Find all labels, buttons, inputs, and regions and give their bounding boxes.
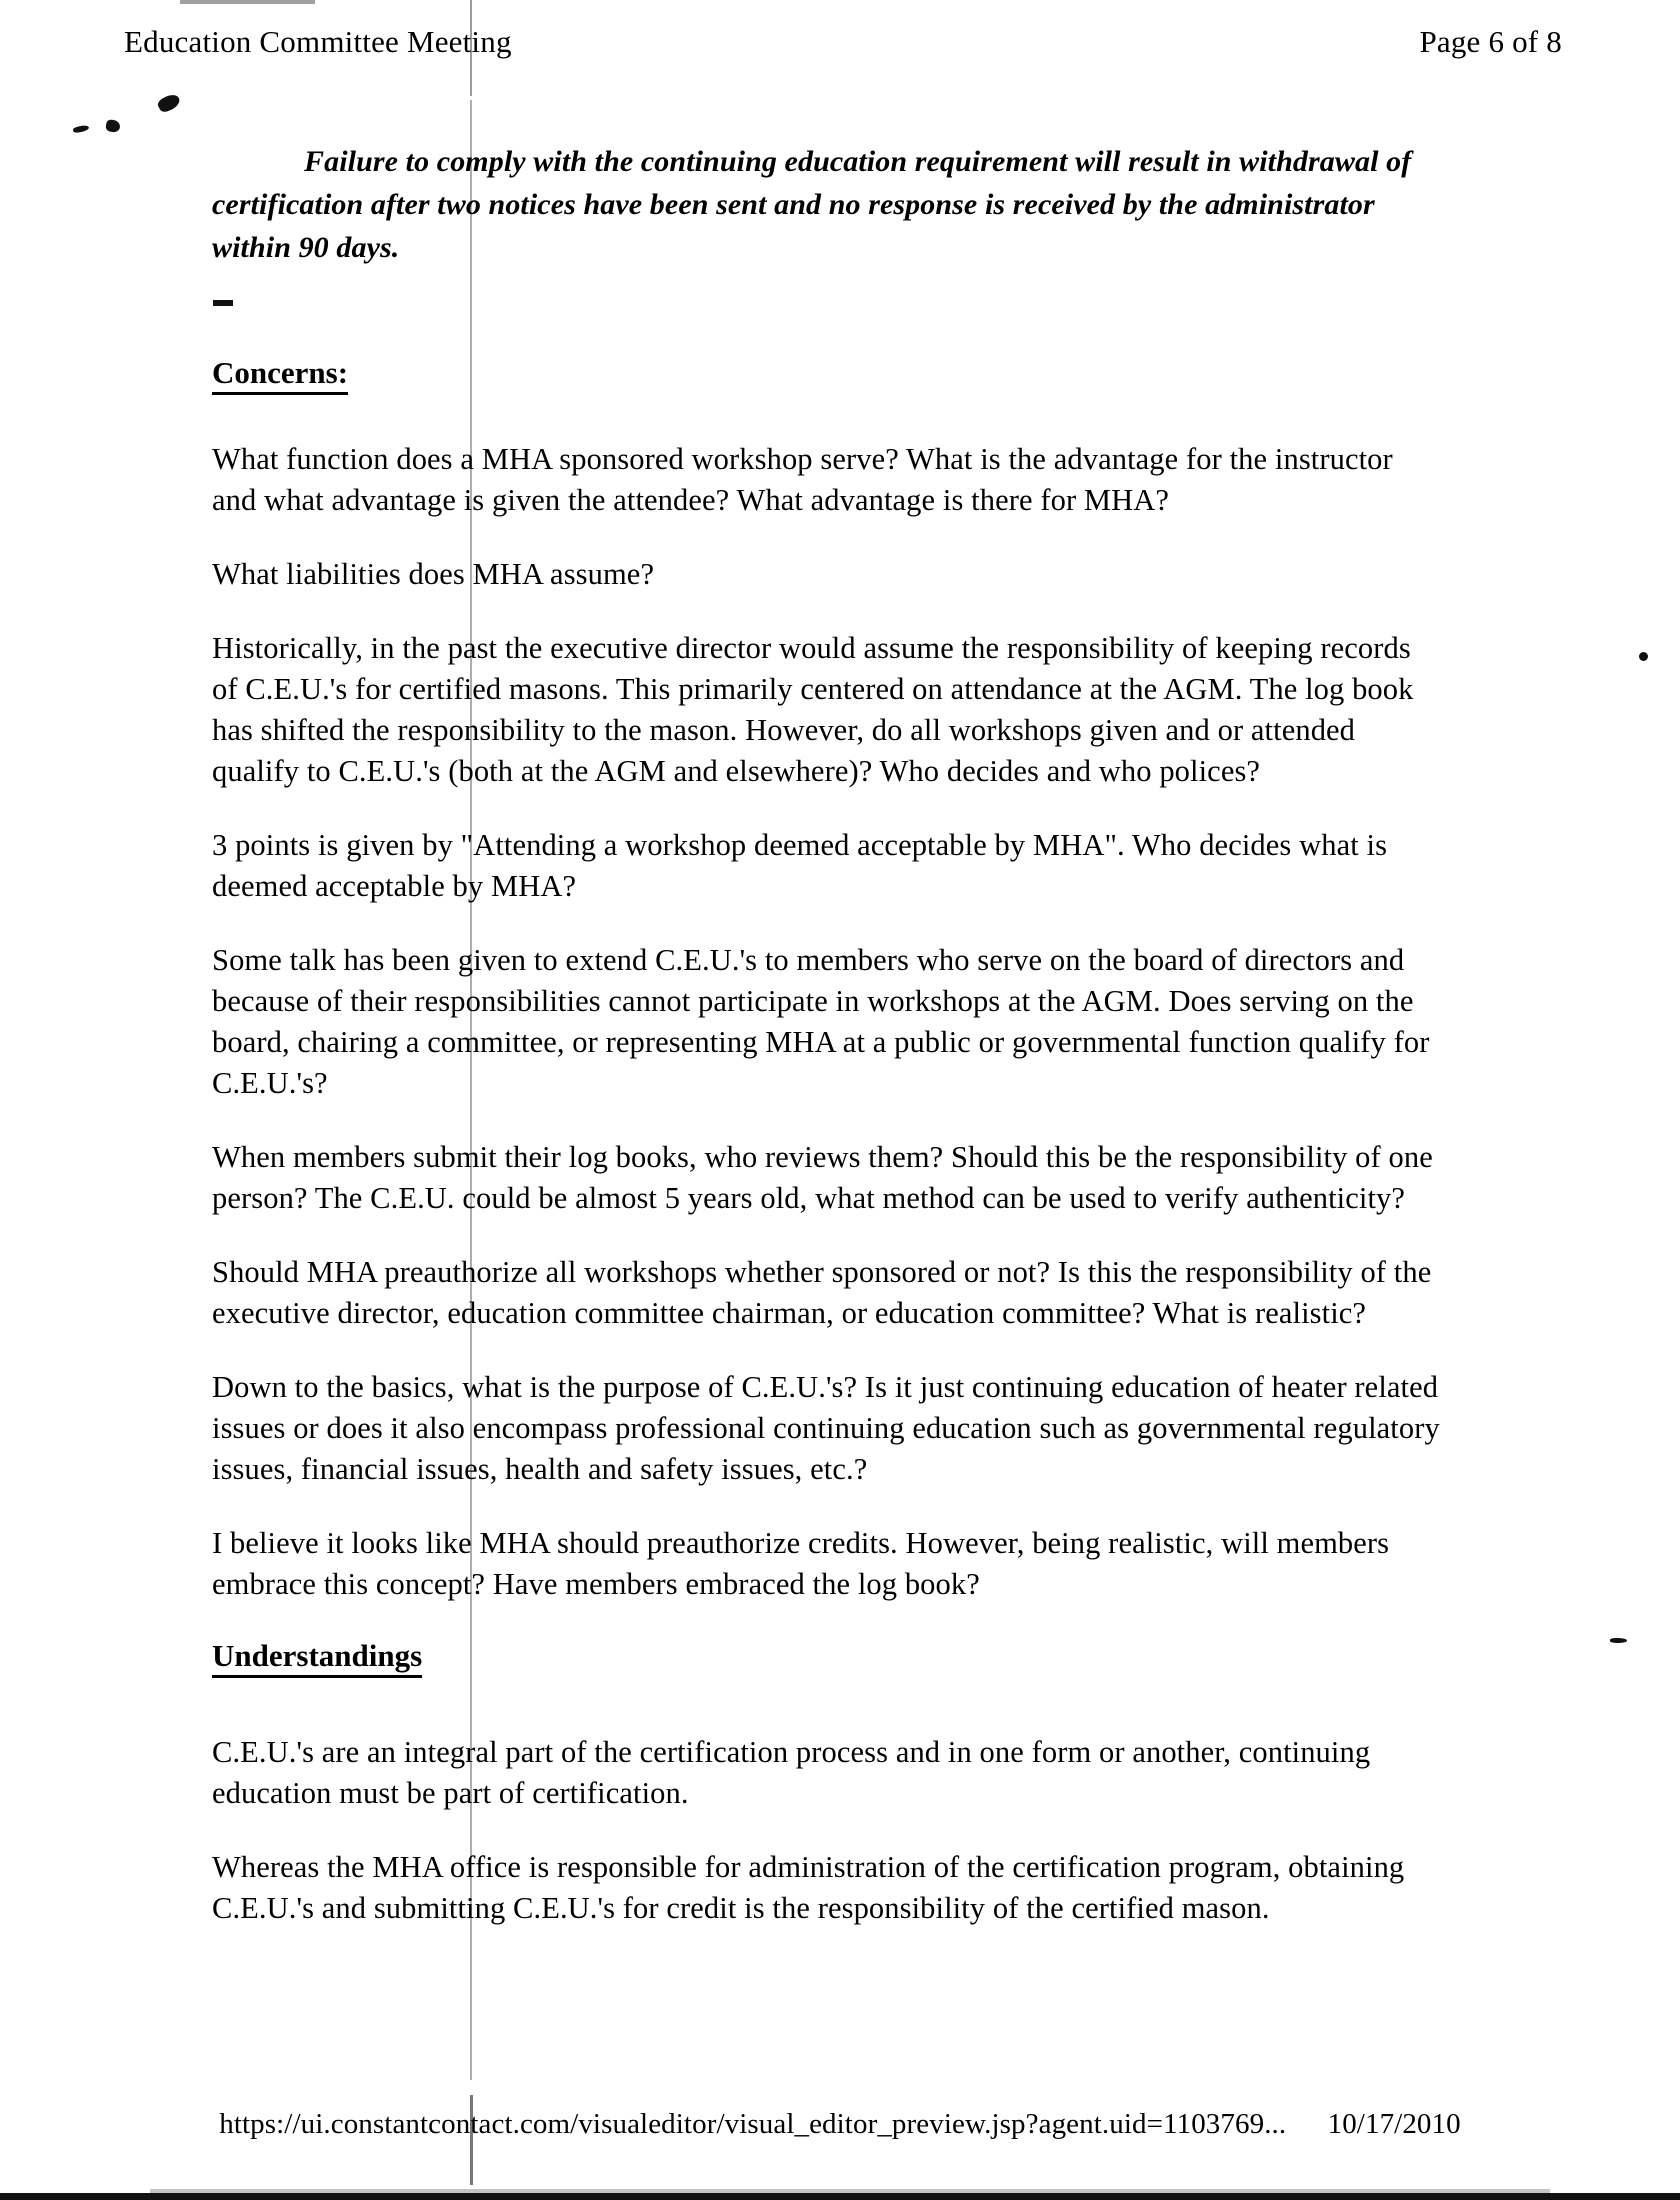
section-heading-understandings: Understandings — [212, 1638, 422, 1678]
section-heading-concerns: Concerns: — [212, 355, 348, 395]
page-footer — [0, 2108, 1680, 2141]
page-number: Page 6 of 8 — [1419, 24, 1562, 59]
paragraph: What liabilities does MHA assume? — [212, 557, 655, 591]
footer-url: https://ui.constantcontact.com/visualeditor/visual_editor_preview.jsp?agent.uid=1103769... — [219, 2108, 1287, 2140]
scan-bottom-edge — [0, 2193, 1680, 2200]
footer-date: 10/17/2010 — [1327, 2108, 1461, 2140]
scan-speck — [156, 92, 182, 115]
document-title: Education Committee Meeting — [124, 24, 512, 59]
paragraph: Down to the basics, what is the purpose of C.E.U.'s? Is it just continuing education of heater related issues or does it also encompass professional continuing education such as governmental regulatory issues, financial issues, health and safety issues, etc.? — [212, 1370, 1440, 1486]
paragraph: When members submit their log books, who reviews them? Should this be the responsibility of one person? The C.E.U. could be almost 5 years old, what method can be used to verify authenticity? — [212, 1140, 1433, 1215]
section-understandings-header — [212, 1638, 1442, 1722]
scan-speck — [1639, 652, 1648, 661]
document-body — [212, 140, 1442, 1962]
scan-speck — [1610, 1638, 1627, 1643]
paragraph: 3 points is given by "Attending a workshop deemed acceptable by MHA". Who decides what is deemed acceptable by MHA? — [212, 828, 1388, 903]
paragraph: I believe it looks like MHA should preauthorize credits. However, being realistic, will members embrace this concept? Have members embraced the log book? — [212, 1526, 1390, 1601]
paragraph: Historically, in the past the executive director would assume the responsibility of keeping records of C.E.U.'s for certified masons. This primarily centered on attendance at the AGM. The log book has shifted the responsibility to the mason. However, do all workshops given and or attended qualify to C.E.U.'s (both at the AGM and elsewhere)? Who decides and who polices? — [212, 631, 1414, 788]
paragraph: Should MHA preauthorize all workshops whether sponsored or not? Is this the responsibility of the executive director, education committee chairman, or education committee? What is realistic? — [212, 1255, 1432, 1330]
paragraph: C.E.U.'s are an integral part of the certification process and in one form or another, continuing education must be part of certification. — [212, 1735, 1371, 1810]
paragraph: Some talk has been given to extend C.E.U.'s to members who serve on the board of directors and because of their responsibilities cannot participate in workshops at the AGM. Does serving on the board, chairing a committee, or representing MHA at a public or governmental function qualify for C.E.U.'s? — [212, 943, 1430, 1100]
paragraph: Whereas the MHA office is responsible for administration of the certification program, obtaining C.E.U.'s and submitting C.E.U.'s for credit is the responsibility of the certified mason. — [212, 1850, 1405, 1925]
scan-speck — [105, 119, 121, 133]
intro-paragraph: Failure to comply with the continuing education requirement will result in withdrawal of certification after two notices have been sent and no response is received by the administrator within 90 days. — [212, 145, 1412, 264]
section-concerns-header — [212, 355, 1442, 439]
paragraph: What function does a MHA sponsored workshop serve? What is the advantage for the instructor and what advantage is given the attendee? What advantage is there for MHA? — [212, 442, 1393, 517]
page-header — [0, 24, 1680, 60]
scan-edge-nick — [180, 0, 315, 4]
scan-speck — [73, 124, 90, 133]
